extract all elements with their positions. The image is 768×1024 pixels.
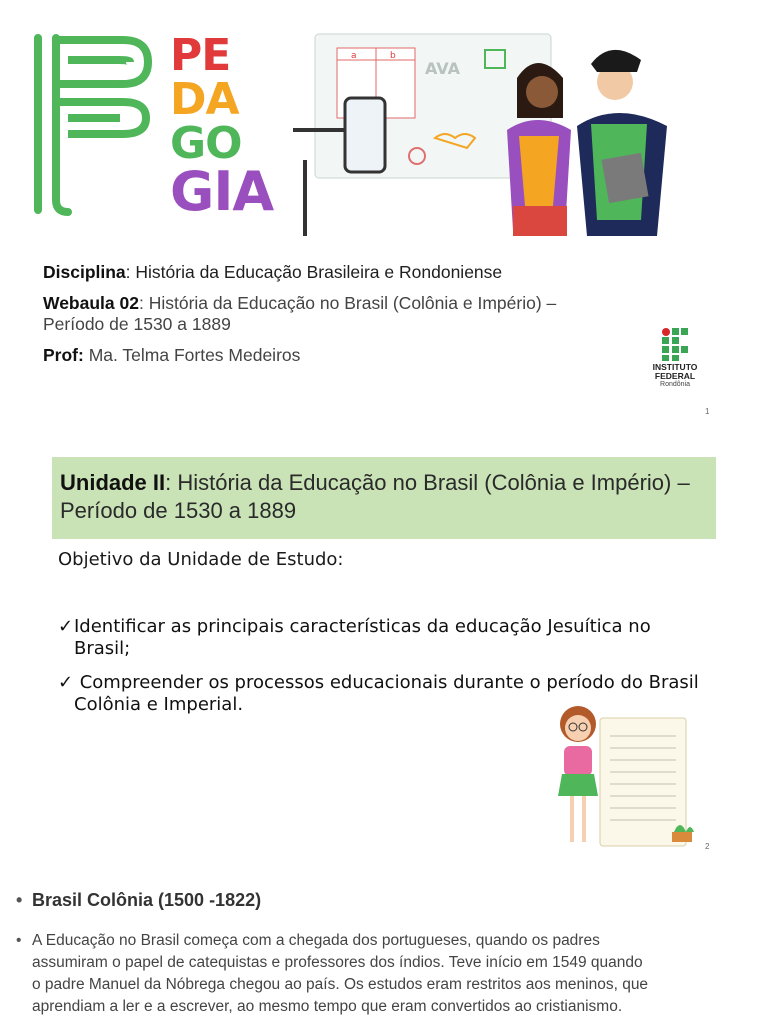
disciplina-label: Disciplina [43, 262, 126, 282]
objective-text: Identificar as principais características da educação Jesuítica no [74, 616, 651, 637]
page-number: 2 [705, 842, 710, 851]
prof-label: Prof: [43, 345, 84, 365]
teachers-illustration [285, 30, 705, 240]
course-info [43, 262, 643, 376]
unit-label: Unidade II [60, 470, 166, 495]
bullet-icon: • [16, 890, 23, 910]
section-paragraph [16, 930, 736, 1015]
bullet-icon: • [16, 932, 22, 949]
paragraph-line: A Educação no Brasil começa com a chegada dos portugueses, quando os padres [32, 932, 600, 949]
section-heading [16, 890, 261, 911]
prof-value: Ma. Telma Fortes Medeiros [83, 345, 301, 365]
wordmark-go: GO [170, 118, 242, 169]
prof-line [43, 345, 643, 366]
objective-text: Compreender os processos educacionais durante o período do Brasil [74, 672, 699, 693]
webaula-value: : História da Educação no Brasil (Colônia e Império) – [138, 293, 557, 313]
wordmark-gia: GIA [170, 160, 274, 223]
webaula-value-cont: Período de 1530 a 1889 [43, 314, 231, 334]
webaula-label: Webaula 02 [43, 293, 139, 313]
slide-1 [0, 0, 768, 430]
ifro-line2: FEDERAL [654, 371, 696, 381]
disciplina-line [43, 262, 643, 283]
checkmark-icon: ✓ [58, 616, 74, 637]
objective-item [58, 616, 718, 660]
slide-2 [0, 430, 768, 860]
pedagogia-logo-mark [28, 30, 158, 220]
section-heading-text: Brasil Colônia (1500 -1822) [32, 890, 262, 910]
ifro-line3: Rondônia [660, 381, 690, 388]
ava-mark: AVA [425, 59, 460, 78]
paragraph-text [32, 930, 732, 1018]
page-number: 1 [705, 407, 710, 416]
paragraph-line: o padre Manuel da Nóbrega chegou ao país. Os estudos eram restritos aos meninos, que [32, 976, 649, 993]
wordmark-pe: PE [170, 30, 231, 81]
girl-with-list-illustration [548, 702, 698, 852]
checkmark-icon: ✓ [58, 672, 74, 693]
webaula-line [43, 293, 643, 335]
wordmark-da: DA [170, 74, 239, 125]
paragraph-line: assumiram o papel de catequistas e professores dos índios. Teve início em 1549 quando [32, 954, 643, 971]
objective-text-cont: Colônia e Imperial. [74, 694, 244, 715]
svg-text:b: b [390, 51, 396, 61]
slide-3 [0, 860, 768, 1024]
instituto-federal-logo [644, 327, 706, 388]
svg-text:a: a [351, 51, 357, 61]
objective-text-cont: Brasil; [74, 638, 131, 659]
disciplina-value: : História da Educação Brasileira e Rondoniense [125, 262, 503, 282]
objective-title: Objetivo da Unidade de Estudo: [58, 549, 344, 570]
paragraph-line: aprendiam a ler e a escrever, ao mesmo tempo que eram convertidos ao cristianismo. [32, 998, 623, 1015]
unit-title [60, 469, 710, 525]
ifro-line1: INSTITUTO [652, 362, 698, 372]
pedagogia-wordmark [170, 30, 274, 223]
unit-description: : História da Educação no Brasil (Colônia e Império) – Período de 1530 a 1889 [60, 470, 690, 523]
unit-title-box [52, 457, 716, 539]
ifro-logo-icon [661, 327, 689, 361]
